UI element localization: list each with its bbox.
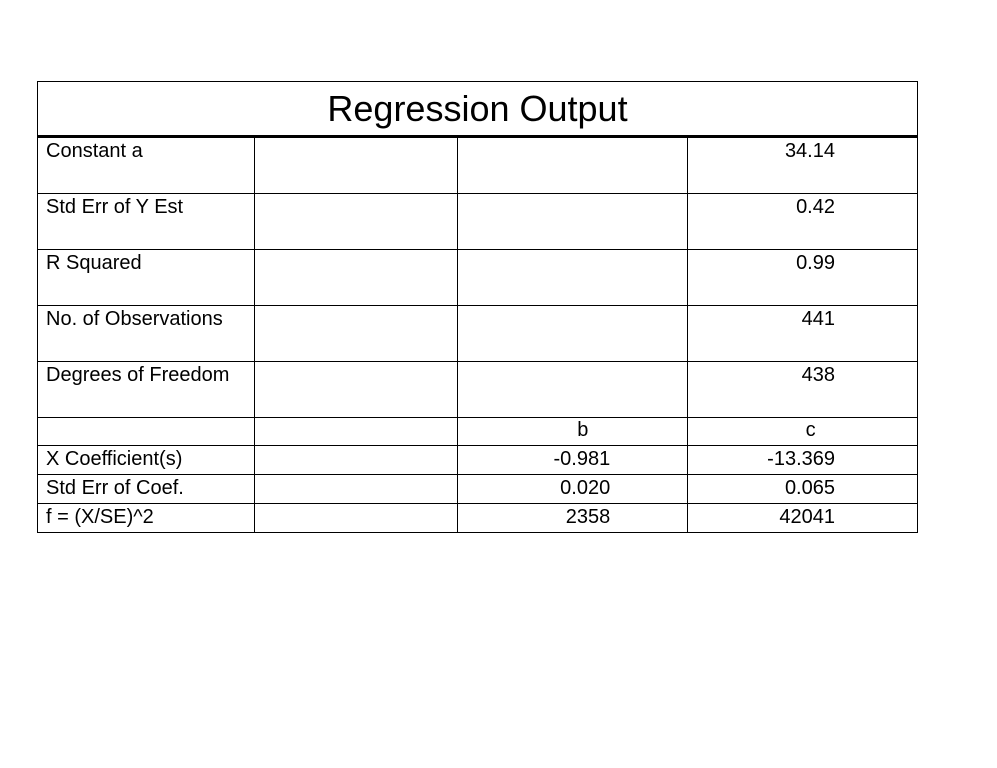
regression-table <box>37 137 918 533</box>
value-std-err-coef-c: 0.065 <box>688 475 918 504</box>
value-degrees-freedom: 438 <box>688 362 918 418</box>
table-row <box>38 418 918 446</box>
row-label-x-coefficients: X Coefficient(s) <box>38 446 255 475</box>
empty-cell <box>458 194 688 250</box>
value-std-err-y: 0.42 <box>688 194 918 250</box>
value-f-statistic-c: 42041 <box>688 504 918 533</box>
page-title: Regression Output <box>37 81 918 137</box>
empty-cell <box>254 475 458 504</box>
table-row <box>38 250 918 306</box>
empty-cell <box>254 418 458 446</box>
empty-cell <box>254 250 458 306</box>
column-header-c: c <box>688 418 918 446</box>
regression-output-sheet <box>37 81 918 533</box>
empty-cell <box>38 418 255 446</box>
value-f-statistic-b: 2358 <box>458 504 688 533</box>
empty-cell <box>254 194 458 250</box>
empty-cell <box>254 362 458 418</box>
empty-cell <box>458 362 688 418</box>
value-x-coef-b: -0.981 <box>458 446 688 475</box>
table-row <box>38 504 918 533</box>
row-label-r-squared: R Squared <box>38 250 255 306</box>
table-row <box>38 362 918 418</box>
value-observations: 441 <box>688 306 918 362</box>
row-label-std-err-coef: Std Err of Coef. <box>38 475 255 504</box>
value-constant: 34.14 <box>688 138 918 194</box>
table-row <box>38 446 918 475</box>
empty-cell <box>254 306 458 362</box>
table-row <box>38 194 918 250</box>
empty-cell <box>254 504 458 533</box>
empty-cell <box>458 250 688 306</box>
table-row <box>38 306 918 362</box>
empty-cell <box>254 138 458 194</box>
row-label-std-err-y: Std Err of Y Est <box>38 194 255 250</box>
row-label-observations: No. of Observations <box>38 306 255 362</box>
empty-cell <box>458 306 688 362</box>
table-row <box>38 138 918 194</box>
value-r-squared: 0.99 <box>688 250 918 306</box>
table-row <box>38 475 918 504</box>
value-std-err-coef-b: 0.020 <box>458 475 688 504</box>
empty-cell <box>254 446 458 475</box>
value-x-coef-c: -13.369 <box>688 446 918 475</box>
column-header-b: b <box>458 418 688 446</box>
row-label-constant: Constant a <box>38 138 255 194</box>
row-label-degrees-freedom: Degrees of Freedom <box>38 362 255 418</box>
empty-cell <box>458 138 688 194</box>
row-label-f-statistic: f = (X/SE)^2 <box>38 504 255 533</box>
